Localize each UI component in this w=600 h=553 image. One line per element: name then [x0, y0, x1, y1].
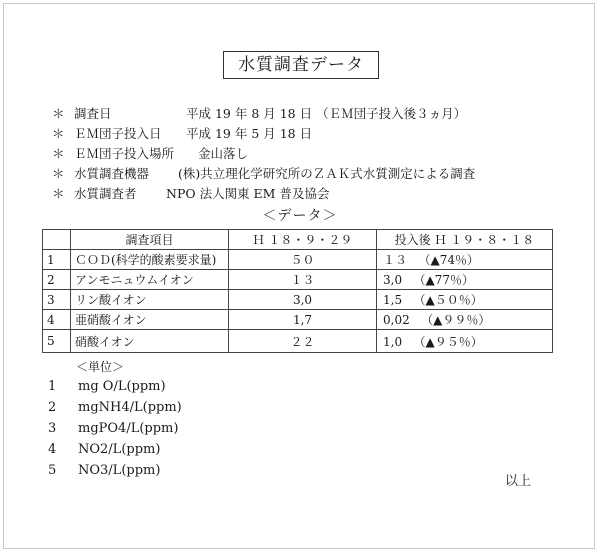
- row-item: 亜硝酸イオン: [71, 310, 229, 330]
- unit-text: mgPO4/L(ppm): [78, 421, 179, 436]
- info-label: 水質調査者: [74, 186, 137, 201]
- after-value: 1,5: [383, 293, 403, 307]
- header-no: [43, 230, 71, 250]
- info-row-equipment: [52, 164, 572, 184]
- table-row: [43, 290, 553, 310]
- row-before: ５０: [229, 250, 377, 270]
- info-value: (株)共立理化学研究所のＺＡＫ式水質測定による調査: [178, 166, 476, 181]
- unit-text: NO2/L(ppm): [78, 442, 161, 457]
- info-label: ＥＭ団子投入日: [74, 126, 162, 141]
- row-before: ２２: [229, 330, 377, 353]
- table-row: [43, 330, 553, 353]
- unit-no: 1: [48, 379, 57, 394]
- info-row-input-date: [52, 124, 572, 144]
- info-row-survey-date: [52, 104, 572, 124]
- after-value: 1,0: [383, 334, 403, 349]
- unit-no: 2: [48, 400, 57, 415]
- list-item: [48, 376, 182, 397]
- bullet-star: ＊: [52, 146, 65, 161]
- units-heading: ＜単位＞: [76, 360, 125, 374]
- row-no: 2: [43, 270, 71, 290]
- row-before: １３: [229, 270, 377, 290]
- list-item: [48, 460, 182, 481]
- info-label: 水質調査機器: [74, 166, 150, 181]
- header-after: 投入後 Ｈ １９・８・１８: [377, 230, 553, 250]
- row-no: 1: [43, 250, 71, 270]
- table-row: [43, 310, 553, 330]
- after-value: １３: [383, 253, 408, 267]
- row-after: [377, 310, 553, 330]
- after-value: 3,0: [383, 273, 403, 287]
- survey-info: [52, 104, 572, 204]
- info-value: NPO 法人関東 EM 普及協会: [166, 186, 330, 201]
- table-row: [43, 250, 553, 270]
- unit-text: mgNH4/L(ppm): [78, 400, 182, 415]
- info-row-input-location: [52, 144, 572, 164]
- change-rate: （▲９９％）: [421, 313, 491, 327]
- after-value: 0,02: [383, 313, 410, 327]
- water-quality-table: [42, 229, 553, 353]
- row-no: 5: [43, 330, 71, 353]
- info-label: ＥＭ団子投入場所: [74, 146, 175, 161]
- row-no: 4: [43, 310, 71, 330]
- end-mark: 以上: [505, 474, 532, 489]
- row-item: ＣＯＤ(科学的酸素要求量): [71, 250, 229, 270]
- row-before: 1,7: [229, 310, 377, 330]
- unit-no: 5: [48, 463, 57, 478]
- table-row: [43, 270, 553, 290]
- info-value: 平成 19 年 8 月 18 日 （ＥＭ団子投入後３ヵ月）: [186, 106, 467, 121]
- row-after: [377, 270, 553, 290]
- bullet-star: ＊: [52, 166, 65, 181]
- bullet-star: ＊: [52, 186, 65, 201]
- row-item: アンモニュウムイオン: [71, 270, 229, 290]
- info-row-surveyor: [52, 184, 572, 204]
- info-value: 平成 19 年 5 月 18 日: [186, 126, 313, 141]
- header-item: 調査項目: [71, 230, 229, 250]
- change-rate: （▲74％）: [418, 253, 479, 267]
- list-item: [48, 439, 182, 460]
- row-item: リン酸イオン: [71, 290, 229, 310]
- row-after: [377, 250, 553, 270]
- change-rate: （▲77％）: [413, 273, 475, 287]
- unit-text: mg O/L(ppm): [78, 379, 166, 394]
- change-rate: （▲５０％）: [413, 293, 483, 307]
- unit-no: 4: [48, 442, 57, 457]
- row-before: 3,0: [229, 290, 377, 310]
- info-value: 金山落し: [198, 146, 249, 161]
- header-before: Ｈ １８・９・２９: [229, 230, 377, 250]
- unit-text: NO3/L(ppm): [78, 463, 161, 478]
- units-list: [48, 376, 182, 481]
- row-item: 硝酸イオン: [71, 330, 229, 353]
- bullet-star: ＊: [52, 126, 65, 141]
- data-heading: ＜データ＞: [262, 208, 338, 224]
- table-header-row: [43, 230, 553, 250]
- row-no: 3: [43, 290, 71, 310]
- bullet-star: ＊: [52, 106, 65, 121]
- unit-no: 3: [48, 421, 57, 436]
- row-after: [377, 290, 553, 310]
- info-label: 調査日: [74, 106, 112, 121]
- list-item: [48, 418, 182, 439]
- change-rate: （▲９５％）: [413, 334, 483, 349]
- document-title: 水質調査データ: [223, 51, 379, 79]
- row-after: [377, 330, 553, 353]
- list-item: [48, 397, 182, 418]
